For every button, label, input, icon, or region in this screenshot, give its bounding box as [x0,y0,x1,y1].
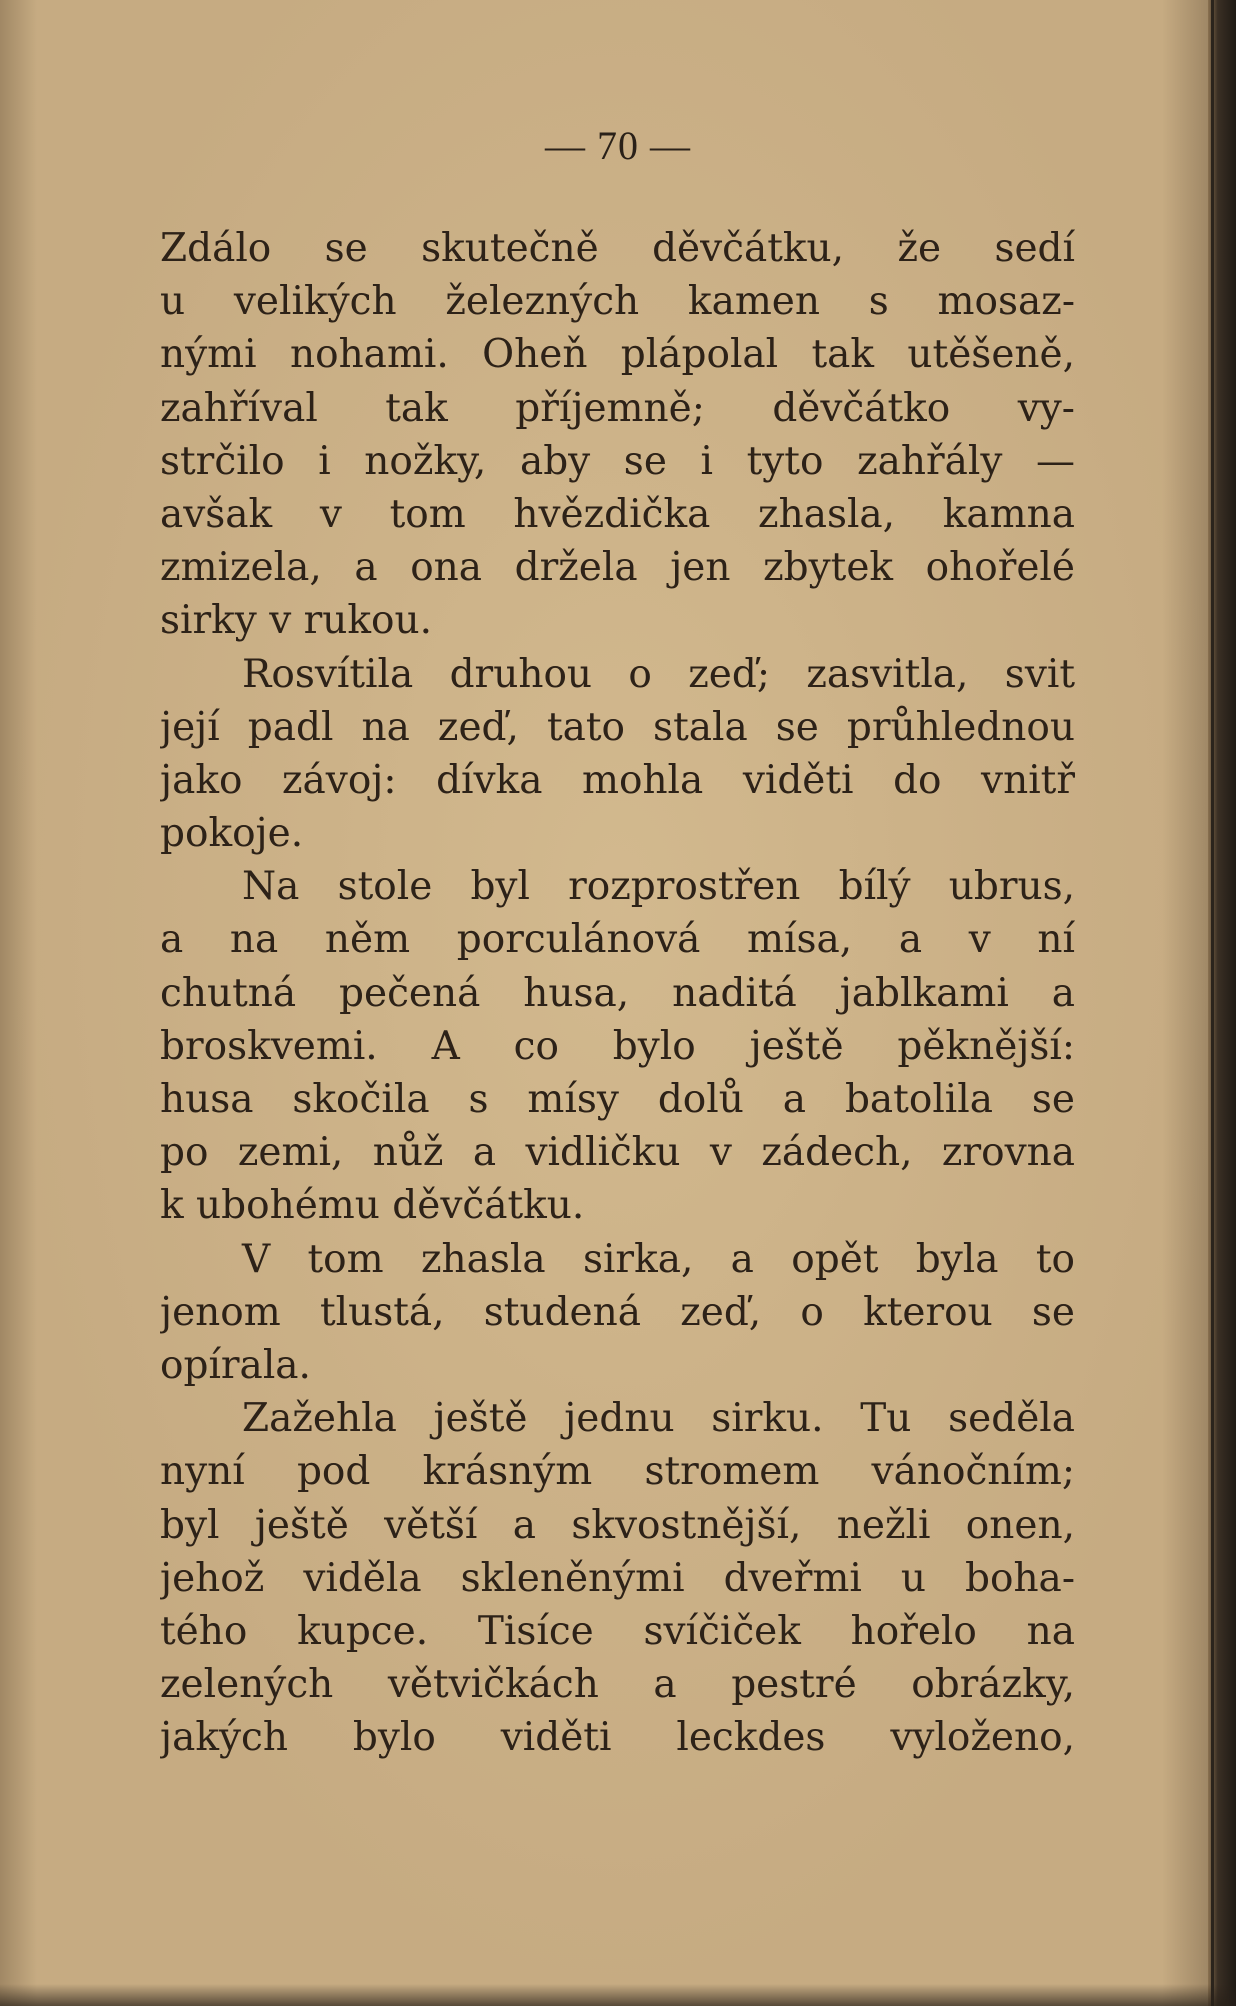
paragraph-start-line: V tom zhasla sirka, a opět byla to [242,1236,1075,1282]
text-line: nými nohami. Oheň plápolal tak utěšeně, [160,332,1075,378]
page-edge-line [1211,0,1214,2006]
text-line: Zdálo se skutečně děvčátku, že sedí [160,226,1075,271]
text-line: sirky v rukou. [160,598,433,644]
paragraph-start-line: Rosvítila druhou o zeď; zasvitla, svit [242,651,1075,697]
page-number: — 70 — [545,123,691,168]
paragraph-start-line: Zažehla ještě jednu sirku. Tu seděla [242,1396,1075,1442]
text-line: a na něm porculánová mísa, a v ní [160,917,1075,963]
text-line: pokoje. [160,811,304,857]
text-line: její padl na zeď, tato stala se průhlednou [160,704,1075,750]
text-line: zelených větvičkách a pestré obrázky, [160,1662,1075,1708]
text-line: byl ještě větší a skvostnější, nežli onen, [160,1502,1075,1548]
text-line: opírala. [160,1342,311,1388]
text-line: jakých bylo viděti leckdes vyloženo, [160,1715,1075,1761]
text-line: nyní pod krásným stromem vánočním; [160,1449,1075,1495]
text-line: jehož viděla skleněnými dveřmi u boha- [160,1555,1075,1601]
page-bottom-shadow [0,1984,1236,2006]
text-line: u velikých železných kamen s mosaz- [160,279,1075,325]
paragraph-start-line: Na stole byl rozprostřen bílý ubrus, [242,864,1075,910]
body-text [160,222,1075,1764]
text-line: avšak v tom hvězdička zhasla, kamna [160,491,1075,537]
text-line: husa skočila s mísy dolů a batolila se [160,1077,1075,1122]
text-line: po zemi, nůž a vidličku v zádech, zrovna [160,1130,1075,1176]
text-line: chutná pečená husa, naditá jablkami a [160,970,1075,1016]
text-line: tého kupce. Tisíce svíčiček hořelo na [160,1608,1075,1654]
text-line: zahříval tak příjemně; děvčátko vy- [160,385,1075,431]
text-line: jako závoj: dívka mohla viděti do vnitř [160,757,1075,803]
text-line: zmizela, a ona držela jen zbytek ohořelé [160,545,1075,591]
text-line: jenom tlustá, studená zeď, o kterou se [160,1289,1075,1335]
text-line: strčilo i nožky, aby se i tyto zahřály — [160,438,1075,484]
text-line: k ubohému děvčátku. [160,1183,585,1229]
text-line: broskvemi. A co bylo ještě pěknější: [160,1023,1075,1069]
